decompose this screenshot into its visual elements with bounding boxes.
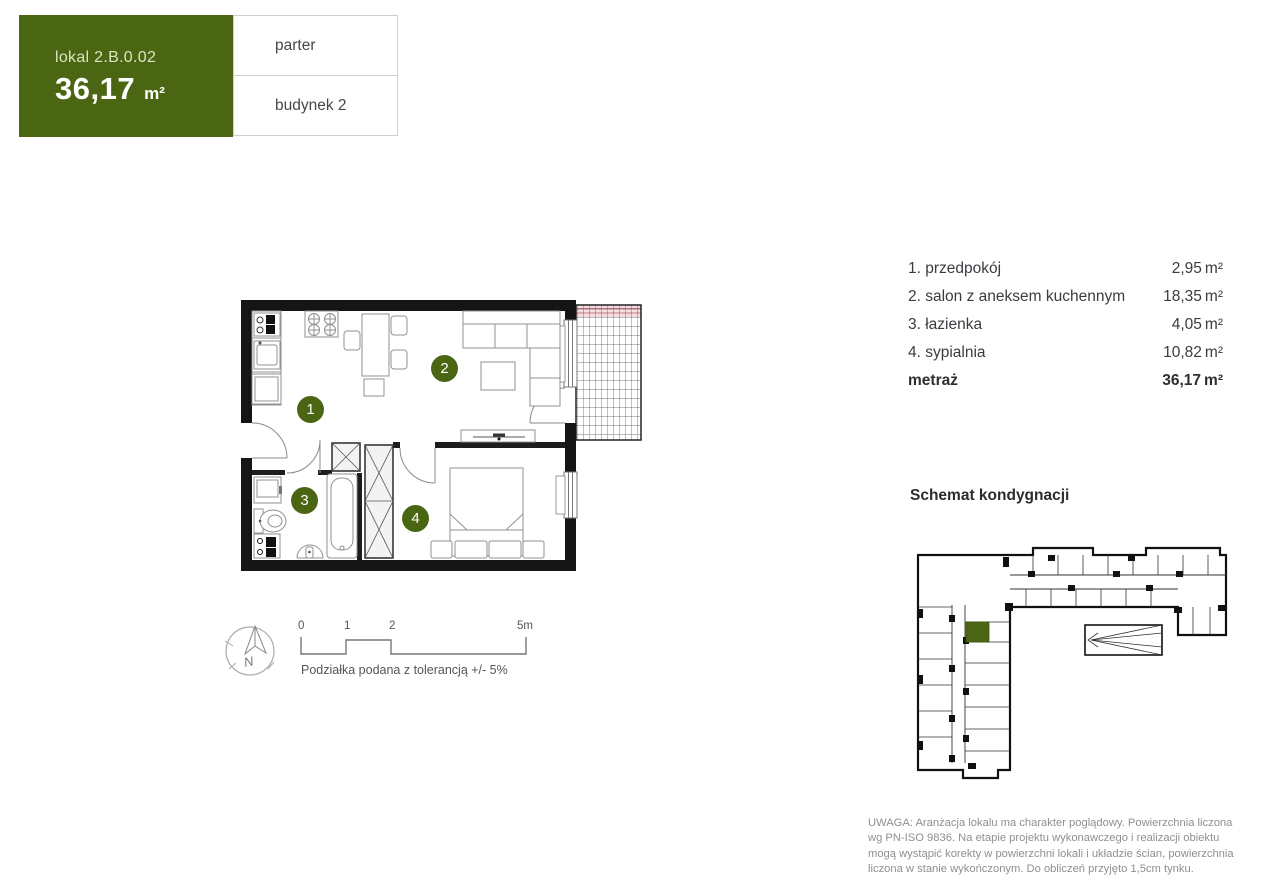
room-badge-3 (291, 487, 318, 514)
room-list-row (908, 316, 1223, 344)
scale-tick-1: 1 (344, 620, 351, 632)
total-area: 36,17 (1162, 372, 1202, 389)
balcony (576, 305, 641, 440)
scale-tick-0: 0 (298, 620, 305, 632)
room-area: 18,35 (1163, 288, 1202, 305)
room-list-row (908, 260, 1223, 288)
building-schematic (908, 545, 1233, 780)
room-name: 2. salon z aneksem kuchennym (908, 288, 1126, 305)
floor-cell (233, 15, 398, 76)
room-area-unit: m² (1204, 316, 1223, 333)
room-badge-1 (297, 396, 324, 423)
room-list-total-row (908, 372, 1223, 400)
room-name: 3. łazienka (908, 316, 983, 333)
room-badge-1-number: 1 (306, 401, 315, 418)
unit-area-unit: m² (144, 84, 165, 103)
compass-icon (221, 619, 283, 681)
total-area-unit: m² (1204, 372, 1223, 389)
unit-label: lokal 2.B.0.02 (55, 49, 157, 66)
room-badge-2 (431, 355, 458, 382)
scale-caption: Podziałka podana z tolerancją +/- 5% (301, 663, 508, 677)
staircase (1085, 625, 1162, 655)
floor-plan-drawing (235, 290, 655, 580)
compass-north-label: N (242, 653, 255, 670)
room-area-unit: m² (1204, 288, 1223, 305)
unit-area-value: 36,17 (55, 71, 136, 106)
scale-bar (295, 615, 540, 660)
room-area-unit: m² (1204, 260, 1223, 277)
room-area-unit: m² (1204, 344, 1223, 361)
room-badge-4-number: 4 (411, 510, 420, 527)
shaft (332, 443, 360, 471)
room-name: 1. przedpokój (908, 260, 1002, 277)
floor-label: parter (275, 36, 316, 54)
room-name: 4. sypialnia (908, 344, 986, 361)
unit-header-card (19, 15, 233, 137)
room-list-row (908, 288, 1223, 316)
room-area: 10,82 (1163, 344, 1202, 361)
room-badge-4 (402, 505, 429, 532)
room-list (908, 260, 1223, 400)
wardrobe (365, 445, 393, 558)
room-badge-2-number: 2 (440, 360, 449, 377)
room-area: 2,95 (1171, 260, 1202, 277)
room-list-row (908, 344, 1223, 372)
building-label: budynek 2 (275, 96, 347, 114)
unit-highlight (966, 622, 989, 642)
building-cell (233, 75, 398, 136)
room-area: 4,05 (1171, 316, 1202, 333)
scale-tick-3: 5m (517, 620, 533, 632)
unit-area (55, 71, 233, 107)
schematic-title: Schemat kondygnacji (910, 487, 1070, 504)
disclaimer-text: UWAGA: Aranżacja lokalu ma charakter poglądowy. Powierzchnia liczona wg PN-ISO 9836. Na etapie projektu wykonawczego i realizacji obiektu mogą wystąpić korekty w powierzchni lokali i układzie ścian, powierzchnia liczona w stanie wykończonym. Do obliczeń przyjęto 1,5cm tynku. (868, 817, 1234, 876)
room-badge-3-number: 3 (300, 492, 309, 509)
scale-tick-2: 2 (389, 620, 396, 632)
total-label: metraż (908, 372, 958, 389)
